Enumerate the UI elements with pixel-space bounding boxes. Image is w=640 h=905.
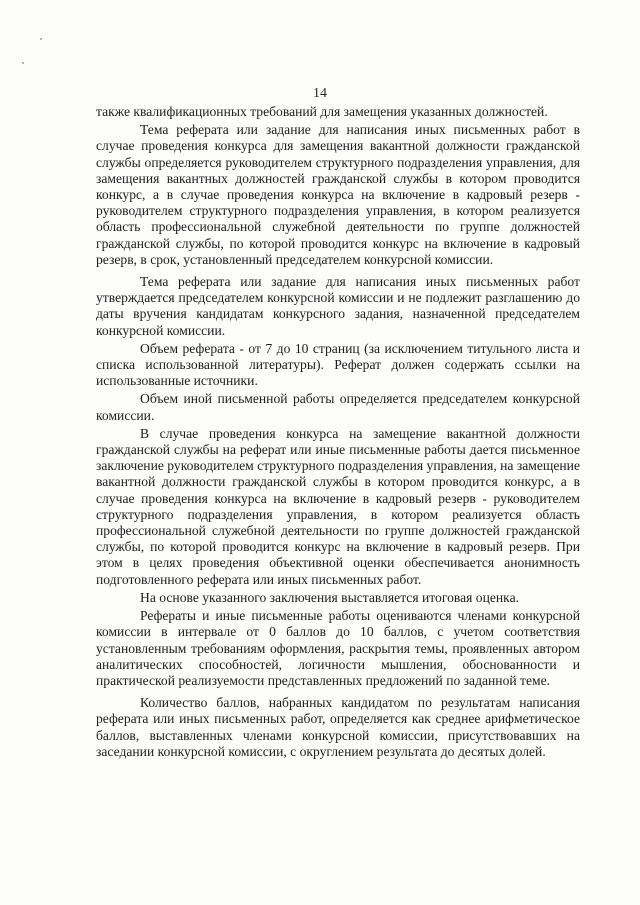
paragraph-3: Объем реферата - от 7 до 10 страниц (за исключением титульного листа и списка использованной литературы). Реферат должен содержать ссылки на использованные источники. bbox=[96, 340, 580, 389]
page-number: 14 bbox=[313, 86, 327, 101]
paragraph-6: На основе указанного заключения выставляется итоговая оценка. bbox=[140, 589, 519, 605]
paragraph-8: Количество баллов, набранных кандидатом по результатам написания реферата или иных письменных работ, определяется как среднее арифметическое баллов, выставленных членами конкурсной комиссии, присутствовавших на заседании конкурсной комиссии, с округлением результата до десятых долей. bbox=[96, 695, 580, 759]
document-body bbox=[96, 104, 580, 762]
paragraph-7: Рефераты и иные письменные работы оцениваются членами конкурсной комиссии в интервале от 0 баллов до 10 баллов, с учетом соответствия установленным требованиям оформления, раскрытия темы, проявленных автором аналитических способностей, логичности мышления, обоснованности и практической реализуемости представленных предложений по заданной теме. bbox=[96, 608, 580, 688]
scan-speck bbox=[22, 62, 24, 64]
paragraph-1: Тема реферата или задание для написания иных письменных работ в случае проведения конкурса для замещения вакантной должности гражданской службы определяется руководителем структурного подразделения управления, для замещения вакантных должностей гражданской службы в котором проводится конкурс, а в случае проведения конкурса на включение в кадровый резерв - руководителем структурного подразделения управления, в котором реализуется область профессиональной служебной деятельности по группе должностей гражданской службы, по которой проводится конкурс на включение в кадровый резерв, в срок, установленный председателем конкурсной комиссии. bbox=[96, 122, 580, 267]
paragraph-2: Тема реферата или задание для написания иных письменных работ утверждается председателем конкурсной комиссии и не подлежит разглашению до даты вручения кандидатам конкурсного задания, назначенной председателем конкурсной комиссии. bbox=[96, 274, 580, 338]
paragraph-0: также квалификационных требований для замещения указанных должностей. bbox=[96, 104, 548, 119]
paragraph-5: В случае проведения конкурса на замещение вакантной должности гражданской службы на реферат или иные письменные работы дается письменное заключение руководителем структурного подразделения управления, на замещение вакантной должности гражданской службы в котором проводится конкурс, а в случае проведения конкурса на включение в кадровый резерв - руководителем структурного подразделения управления, в котором реализуется область профессиональной служебной деятельности по группе должностей гражданской службы, по которой проводится конкурс на включение в кадровый резерв. При этом в целях проведения объективной оценки обеспечивается анонимность подготовленного реферата или иных письменных работ. bbox=[96, 425, 580, 587]
scan-speck bbox=[40, 38, 42, 40]
paragraph-4: Объем иной письменной работы определяется председателем конкурсной комиссии. bbox=[96, 391, 580, 423]
